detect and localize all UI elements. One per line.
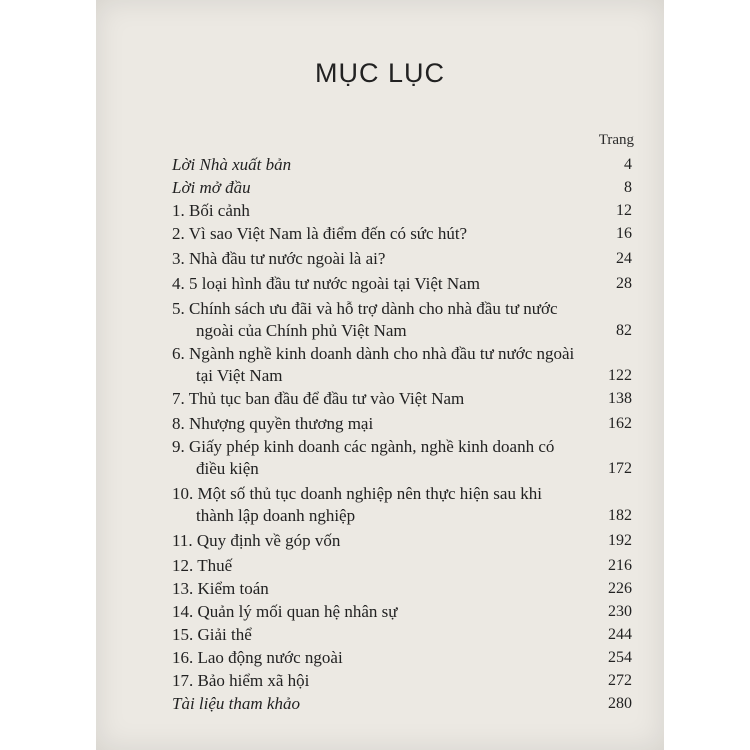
toc-entry — [172, 483, 632, 527]
toc-entry-title-continued: thành lập doanh nghiệp — [196, 506, 356, 525]
toc-entry-title: 7. Thủ tục ban đầu để đầu tư vào Việt Nam — [172, 389, 465, 408]
table-of-contents — [172, 154, 632, 716]
toc-entry — [172, 647, 632, 669]
toc-entry-page-number: 12 — [616, 202, 632, 219]
book-page — [96, 0, 664, 750]
toc-entry-title: 1. Bối cảnh — [172, 201, 250, 220]
toc-entry-title: Lời mở đầu — [172, 178, 251, 197]
toc-entry-page-number: 162 — [608, 415, 632, 432]
toc-entry — [172, 601, 632, 623]
toc-entry-page-number: 226 — [608, 580, 632, 597]
toc-entry — [172, 273, 632, 295]
toc-entry — [172, 693, 632, 715]
toc-entry — [172, 413, 632, 435]
toc-entry-title: 3. Nhà đầu tư nước ngoài là ai? — [172, 249, 386, 268]
toc-entry-page-number: 24 — [616, 250, 632, 267]
toc-entry-title: 8. Nhượng quyền thương mại — [172, 414, 374, 433]
toc-entry-title: 5. Chính sách ưu đãi và hỗ trợ dành cho nhà đầu tư nước — [172, 299, 558, 318]
toc-entry — [172, 177, 632, 199]
toc-entry-page-number: 82 — [616, 322, 632, 339]
toc-entry — [172, 555, 632, 577]
toc-entry-page-number: 16 — [616, 225, 632, 242]
toc-entry-title-continued: điều kiện — [196, 459, 259, 478]
toc-entry-title: 13. Kiểm toán — [172, 579, 269, 598]
toc-entry-title: 15. Giải thể — [172, 625, 252, 644]
toc-entry-title-continued: tại Việt Nam — [196, 366, 283, 385]
toc-entry-page-number: 216 — [608, 557, 632, 574]
toc-entry-page-number: 8 — [624, 179, 632, 196]
toc-entry-page-number: 244 — [608, 626, 632, 643]
toc-entry-page-number: 254 — [608, 649, 632, 666]
toc-entry-title: 14. Quản lý mối quan hệ nhân sự — [172, 602, 398, 621]
toc-entry-title: 2. Vì sao Việt Nam là điểm đến có sức hút? — [172, 224, 468, 243]
toc-entry-title: Lời Nhà xuất bản — [172, 155, 292, 174]
toc-entry-page-number: 138 — [608, 390, 632, 407]
toc-entry — [172, 388, 632, 410]
toc-entry-page-number: 230 — [608, 603, 632, 620]
toc-entry-title: 12. Thuế — [172, 556, 233, 575]
toc-entry — [172, 248, 632, 270]
toc-entry-page-number: 122 — [608, 367, 632, 384]
toc-entry — [172, 436, 632, 480]
toc-entry-title: 17. Bảo hiểm xã hội — [172, 671, 310, 690]
toc-entry-title: Tài liệu tham khảo — [172, 694, 300, 713]
toc-entry-title: 11. Quy định về góp vốn — [172, 531, 341, 550]
toc-entry — [172, 343, 632, 387]
toc-entry-page-number: 182 — [608, 507, 632, 524]
toc-entry-page-number: 280 — [608, 695, 632, 712]
toc-entry-page-number: 272 — [608, 672, 632, 689]
toc-entry — [172, 624, 632, 646]
toc-entry-title: 6. Ngành nghề kinh doanh dành cho nhà đầu tư nước ngoài — [172, 344, 575, 363]
page-column-header: Trang — [598, 132, 634, 148]
page-title: MỤC LỤC — [314, 58, 445, 88]
toc-entry-title: 10. Một số thủ tục doanh nghiệp nên thực hiện sau khi — [172, 484, 542, 503]
toc-entry — [172, 200, 632, 222]
toc-entry — [172, 154, 632, 176]
toc-entry-page-number: 4 — [624, 156, 632, 173]
toc-entry-page-number: 192 — [608, 532, 632, 549]
toc-entry-title: 16. Lao động nước ngoài — [172, 648, 343, 667]
toc-entry — [172, 670, 632, 692]
toc-entry-page-number: 172 — [608, 460, 632, 477]
toc-entry-page-number: 28 — [616, 275, 632, 292]
toc-entry-title: 4. 5 loại hình đầu tư nước ngoài tại Việt Nam — [172, 274, 480, 293]
toc-entry — [172, 298, 632, 342]
toc-entry — [172, 530, 632, 552]
toc-entry — [172, 223, 632, 245]
toc-entry-title: 9. Giấy phép kinh doanh các ngành, nghề kinh doanh có — [172, 437, 555, 456]
toc-entry-title-continued: ngoài của Chính phủ Việt Nam — [196, 321, 407, 340]
toc-entry — [172, 578, 632, 600]
